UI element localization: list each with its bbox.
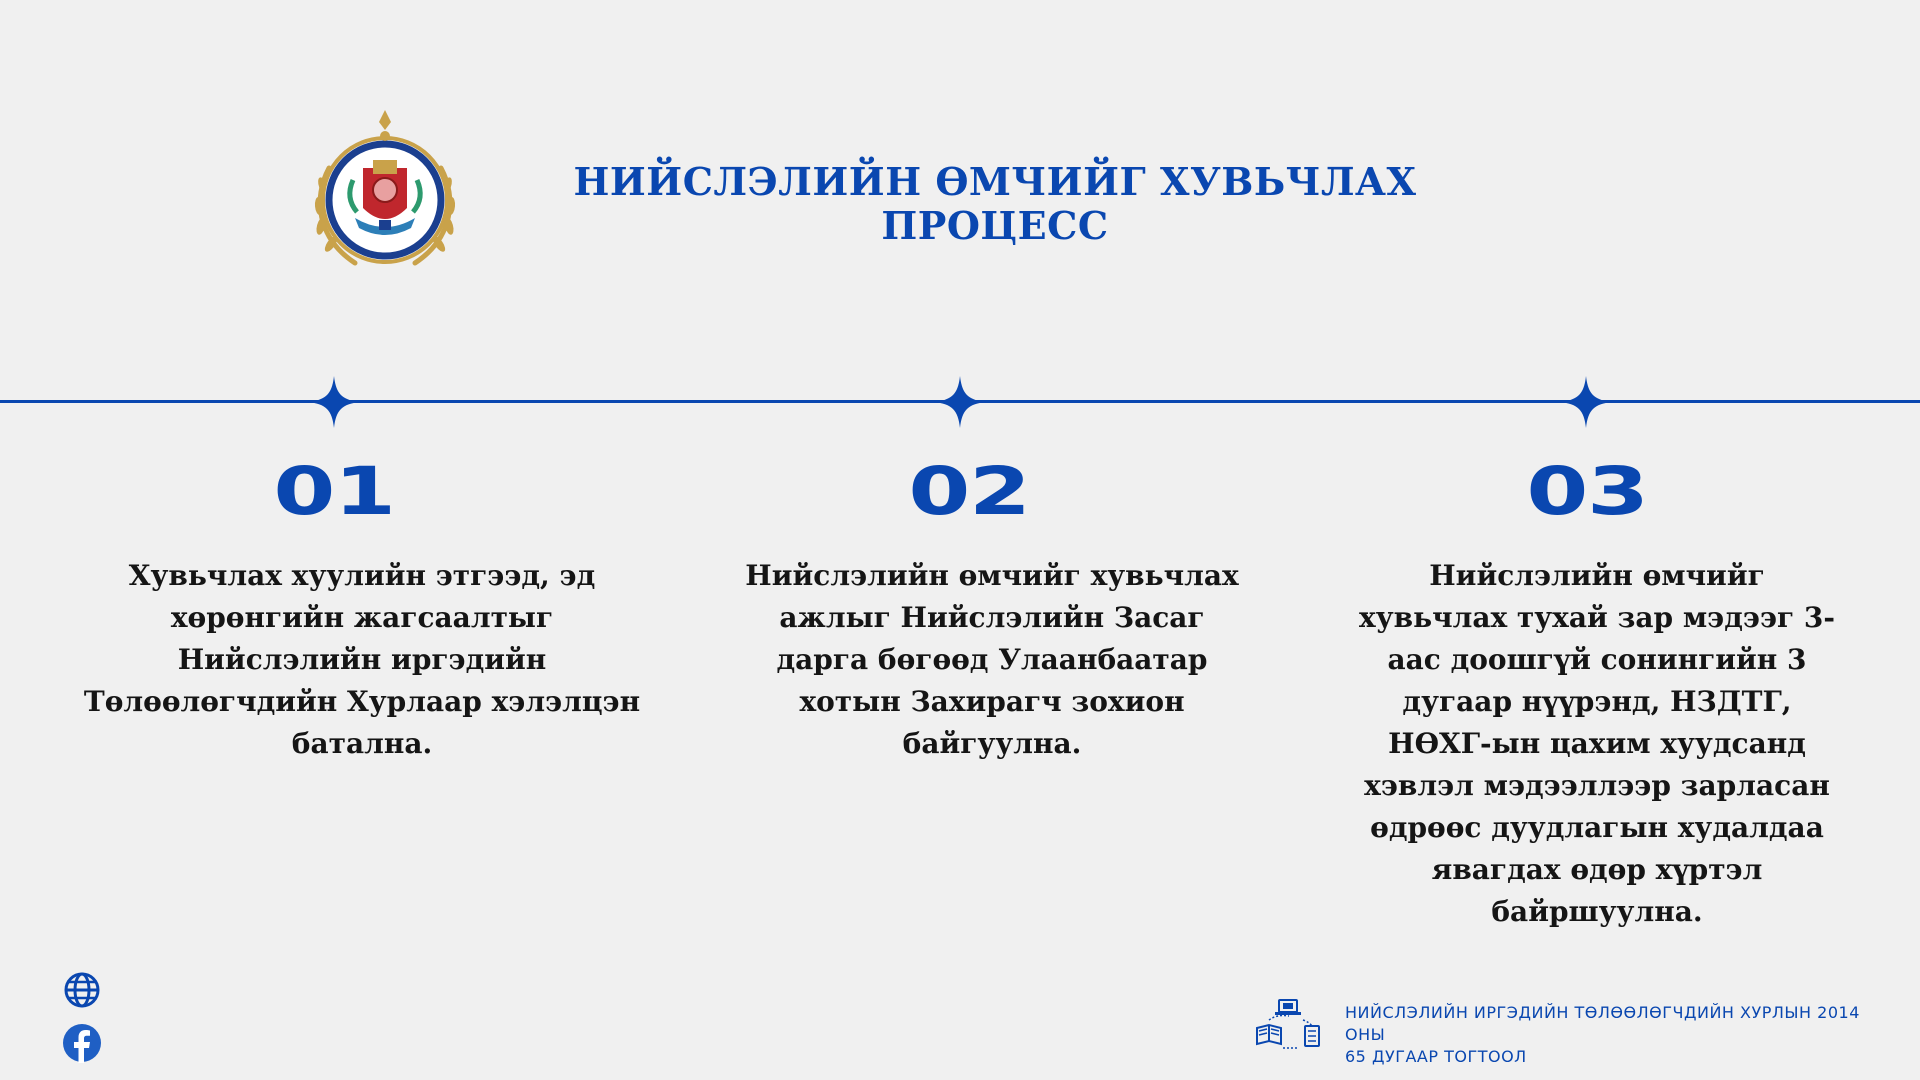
step-text-2: Нийслэлийн өмчийг хувьчлах ажлыг Нийслэлийн Засаг дарга бөгөөд Улаанбаатар хотын Захирагч зохион байгуулна. (745, 559, 1239, 760)
agency-logo (305, 108, 465, 278)
footer-reference (1345, 1002, 1905, 1068)
footer-line-2: 65 ДУГААР ТОГТООЛ (1345, 1047, 1527, 1066)
step-text-3: Нийслэлийн өмчийг хувьчлах тухай зар мэдээг 3-аас доошгүй сонингийн 3 дугаар нүүрэнд, НЗДТГ, НӨХГ-ын цахим хуудсанд хэвлэл мэдээллээр зарласан өдрөөс дуудлагын худалдаа явагдах өдөр хүртэл байршуулна. (1359, 559, 1835, 928)
timeline-star-icon (308, 376, 360, 428)
step-text-1: Хувьчлах хуулийн этгээд, эд хөрөнгийн жагсаалтыг Нийслэлийн иргэдийн Төлөөлөгчдийн Хурлаар хэлэлцэн батална. (83, 559, 641, 760)
step-number-3: 03 (1526, 453, 1648, 530)
timeline-star-icon (1560, 376, 1612, 428)
footer-line-1: НИЙСЛЭЛИЙН ИРГЭДИЙН ТӨЛӨӨЛӨГЧДИЙН ХУРЛЫН 2014 ОНЫ (1345, 1003, 1860, 1044)
title-line-2: ПРОЦЕСС (881, 203, 1109, 248)
timeline-star-icon (934, 376, 986, 428)
emblem-icon (305, 108, 465, 278)
globe-icon[interactable] (62, 970, 102, 1010)
facebook-icon[interactable] (62, 1023, 102, 1063)
step-number-2: 02 (908, 453, 1030, 530)
documents-icon (1255, 998, 1323, 1050)
page-title (560, 160, 1430, 248)
step-number-1: 01 (273, 453, 395, 530)
title-line-1: НИЙСЛЭЛИЙН ӨМЧИЙГ ХУВЬЧЛАХ (573, 159, 1417, 204)
